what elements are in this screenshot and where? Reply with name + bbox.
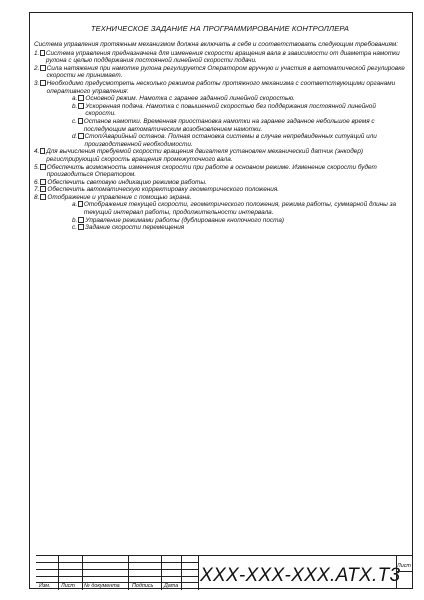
sub-list-item <box>72 201 406 216</box>
stamp-col-line <box>82 556 83 590</box>
sub-list-item <box>72 224 406 232</box>
item-number: 8. <box>34 193 40 201</box>
item-number: a. <box>72 95 78 103</box>
item-number: 3. <box>34 79 40 87</box>
item-number: 6. <box>34 178 40 186</box>
item-text: Основной режим. Намотка с заранее заданной линейной скоростью. <box>85 95 295 103</box>
item-text: Для вычисления требуемой скорости вращения двигателя установлен механический датчик (энкодер) регистрирующий скорость вращения промежуточного вала. <box>46 148 364 163</box>
document-body <box>34 24 406 232</box>
item-text: Отображения текущей скорости, геометрического положения, режима работы, суммарной длины за текущий интервал работы, продолжительности интервала. <box>83 201 397 217</box>
item-number: 4. <box>34 148 40 156</box>
stamp-row-line <box>36 562 198 563</box>
bullet-box-icon <box>40 186 46 192</box>
requirements-list <box>34 50 406 232</box>
bullet-box-icon <box>40 179 46 185</box>
stamp-label-date: Дата <box>164 583 179 589</box>
sheet-cell-divider <box>396 571 413 572</box>
document-number: XXX-XXX-XXX.ATX.T3 <box>200 565 401 586</box>
item-text: Останов намотки. Временная приостановка намотки на заранее заданное небольшое время с последующим автоматическим возобновлением намотки. <box>83 117 375 133</box>
list-item <box>34 80 406 95</box>
sub-list-item <box>72 133 406 148</box>
item-text: Необходимо предусмотреть несколько режимов работы протяжного механизма с соответствующими органами оперативного управления: <box>46 79 396 95</box>
stamp-col-line <box>128 556 129 590</box>
sub-list-item <box>72 118 406 133</box>
bullet-box-icon <box>78 133 83 139</box>
list-item <box>34 65 406 80</box>
item-number: d. <box>72 133 78 141</box>
bullet-box-icon <box>78 224 84 230</box>
stamp-col-line <box>181 556 182 590</box>
item-number: b. <box>72 102 78 110</box>
stamp-row-line <box>36 576 198 577</box>
item-text: Стоп/Аварийный останов. Полная остановка системы в случае непредвиденных ситуаций или производственной необходимости. <box>84 133 377 148</box>
item-text: Обеспечить автоматическую корректировку геометрического положения. <box>47 186 280 194</box>
bullet-box-icon <box>40 65 45 71</box>
stamp-row-line <box>36 569 198 570</box>
list-item <box>34 148 406 163</box>
item-number: 5. <box>34 163 40 171</box>
list-item <box>34 50 406 65</box>
stamp-label-change: Изм. <box>39 583 51 589</box>
stamp-label-signature: Подпись <box>132 583 154 589</box>
bullet-box-icon <box>40 80 45 86</box>
item-number: c. <box>72 224 77 232</box>
item-number: b. <box>72 216 78 224</box>
bullet-box-icon <box>78 217 84 223</box>
item-text: Система управления предназначена для изменения скорости вращения вала в зависимости от диаметра намотки рулона с целью поддержания постоянной линейной скорости подачи. <box>45 49 400 65</box>
list-item <box>34 186 406 194</box>
bullet-box-icon <box>78 118 83 124</box>
item-number: a. <box>72 201 78 209</box>
item-number: 2. <box>34 64 40 72</box>
item-text: Сила натяжения при намотке рулона регулируется Оператором вручную и участия в автоматической регулировке скорости не принимает. <box>46 64 405 80</box>
sheet-number-cell <box>396 555 414 589</box>
stamp-label-sheet: Лист <box>61 583 75 589</box>
bullet-box-icon <box>78 201 83 207</box>
stamp-col-line <box>198 556 199 590</box>
bullet-box-icon <box>40 148 45 154</box>
item-text: Обеспечить световую индикацию режимов работы. <box>47 178 207 186</box>
bullet-box-icon <box>78 95 84 101</box>
item-number: 1. <box>34 49 40 57</box>
bullet-box-icon <box>40 164 45 170</box>
stamp-col-line <box>161 556 162 590</box>
item-text: Обеспечить возможность изменения скорости при работе в основном режиме. Изменение скорости будет производиться Оператором. <box>46 163 377 179</box>
item-number: c. <box>72 117 77 125</box>
item-text: Отображение и управление с помощью экрана. <box>47 193 192 201</box>
item-text: Управление режимами работы (дублирование кнопочного поста) <box>85 216 285 224</box>
item-number: 7. <box>34 186 40 194</box>
stamp-col-line <box>58 556 59 590</box>
document-title: ТЕХНИЧЕСКОЕ ЗАДАНИЕ НА ПРОГРАММИРОВАНИЕ КОНТРОЛЛЕРА <box>90 24 350 33</box>
bullet-box-icon <box>40 194 46 200</box>
item-text: Задание скорости перемещения <box>84 224 185 232</box>
document-intro: Система управления протяжным механизмом должна включать в себя и соответствовать следующим требованиям: <box>34 41 399 48</box>
stamp-label-doc-number: № документа <box>84 583 120 589</box>
item-text: Ускоренная подача. Намотка с повышенной скоростью без поддержания постоянной линейной скорости. <box>85 102 376 118</box>
sub-list-item <box>72 95 406 103</box>
sub-list-item <box>72 103 406 118</box>
list-item <box>34 164 406 179</box>
bullet-box-icon <box>40 50 45 56</box>
sheet-label: Лист <box>397 563 411 569</box>
bullet-box-icon <box>78 103 84 109</box>
